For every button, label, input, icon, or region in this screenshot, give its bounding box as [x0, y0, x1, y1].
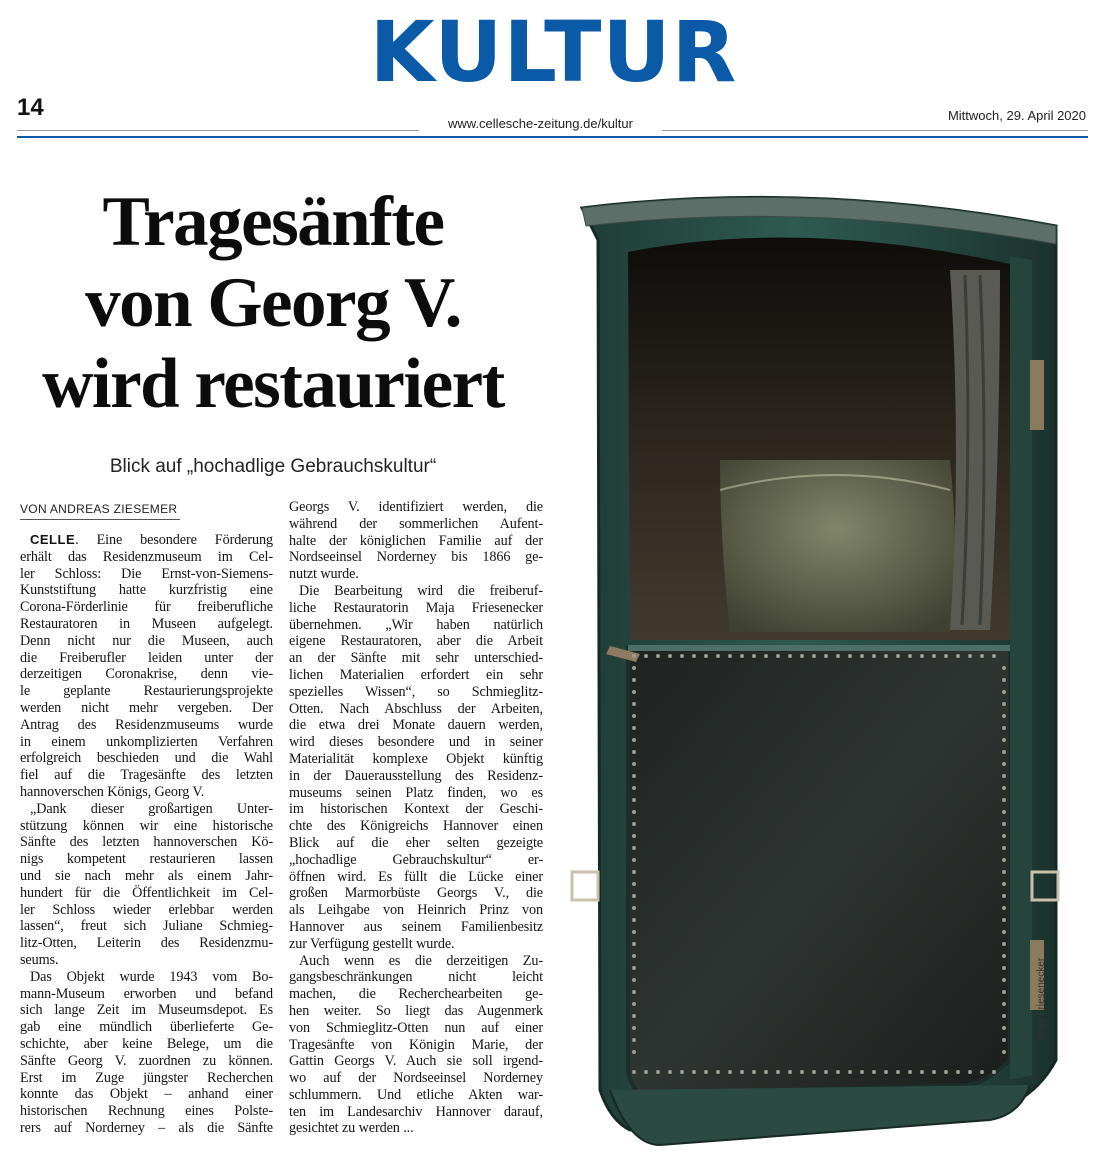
subheadline: Blick auf „hochadlige Gebrauchskultur“ — [109, 456, 437, 477]
stud-icon — [632, 714, 636, 718]
text-line-rest: . Eine besondere Förderung — [75, 532, 273, 548]
hinge-top — [1030, 360, 1044, 430]
text-line: erfolgreich beschieden und die Wahl — [20, 750, 273, 767]
stud-icon — [680, 1070, 684, 1074]
stud-icon — [920, 1070, 924, 1074]
text-line: le geplante Restaurierungsprojekte — [20, 683, 273, 700]
text-line: Materialität komplexe Objekt künftig — [289, 750, 543, 767]
header-rule-left — [17, 130, 419, 131]
text-line: „hochadlige Gebrauchskultur“ er- — [289, 851, 543, 868]
stud-icon — [728, 654, 732, 658]
stud-icon — [740, 1070, 744, 1074]
stud-icon — [680, 654, 684, 658]
text-line: Gattin Georgs V. Auch sie soll irgend- — [289, 1053, 543, 1070]
website-url[interactable]: www.cellesche-zeitung.de/kultur — [448, 116, 633, 131]
stud-icon — [632, 1038, 636, 1042]
stud-icon — [632, 762, 636, 766]
text-line: von Schmieglitz-Otten nun auf einer — [289, 1019, 543, 1036]
stud-icon — [1002, 906, 1006, 910]
stud-icon — [1002, 870, 1006, 874]
text-line: museums seinen Platz finden, wo es — [289, 784, 543, 801]
stud-icon — [1002, 726, 1006, 730]
page-number: 14 — [17, 94, 44, 121]
stud-icon — [632, 930, 636, 934]
stud-icon — [632, 702, 636, 706]
stud-icon — [632, 774, 636, 778]
stud-icon — [704, 1070, 708, 1074]
text-line: Sänfte des letzten hannoverschen Kö- — [20, 834, 273, 851]
text-line: machen, die Recherchearbeiten ge- — [289, 986, 543, 1003]
text-line: Denn nicht nur die Museen, auch — [20, 632, 273, 649]
text-line: übernehmen. „Wir haben natürlich — [289, 616, 543, 633]
stud-icon — [656, 654, 660, 658]
text-line: Otten. Nach Abschluss der Arbeiten, — [289, 700, 543, 717]
byline: VON ANDREAS ZIESEMER — [20, 502, 178, 516]
handle-left — [572, 872, 598, 900]
stud-icon — [632, 750, 636, 754]
text-line: nigs kompetent restaurieren lassen — [20, 851, 273, 868]
stud-icon — [740, 654, 744, 658]
text-line: Die Bearbeitung wird die freiberuf- — [299, 582, 543, 599]
stud-icon — [992, 654, 996, 658]
stud-icon — [800, 654, 804, 658]
stud-icon — [1002, 1050, 1006, 1054]
stud-icon — [1002, 1026, 1006, 1030]
stud-icon — [1002, 750, 1006, 754]
stud-icon — [632, 1002, 636, 1006]
stud-icon — [764, 654, 768, 658]
stud-icon — [668, 654, 672, 658]
stud-icon — [632, 942, 636, 946]
text-line: Das Objekt wurde 1943 vom Bo- — [30, 968, 273, 985]
photo-credit-text: Maja Friesenecker — [1036, 957, 1047, 1040]
text-line: lichen Materialien erfordert ein sehr — [289, 666, 543, 683]
stud-icon — [632, 1014, 636, 1018]
text-line: erhält das Residenzmuseum im Cel- — [20, 548, 273, 565]
stud-icon — [632, 726, 636, 730]
headline-line-3: wird restauriert — [42, 345, 504, 423]
stud-icon — [956, 1070, 960, 1074]
text-line: Nordseeinsel Norderney bis 1866 ge- — [289, 549, 543, 566]
text-line: gab eine mündlich überlieferte Ge- — [20, 1019, 273, 1036]
stud-icon — [632, 690, 636, 694]
stud-icon — [824, 654, 828, 658]
text-line: großen Marmorbüste Georgs V., die — [289, 885, 543, 902]
stud-icon — [632, 918, 636, 922]
byline-rule — [20, 519, 180, 520]
sedan-feet — [610, 1085, 1030, 1145]
stud-icon — [1002, 954, 1006, 958]
stud-icon — [632, 870, 636, 874]
sedan-chair-photo — [570, 160, 1070, 1150]
stud-icon — [932, 654, 936, 658]
text-line: seums. — [20, 951, 59, 968]
stud-icon — [812, 654, 816, 658]
text-line: litz-Otten, Leiterin des Residenzmu- — [20, 935, 273, 952]
stud-icon — [632, 810, 636, 814]
section-title: KULTUR — [369, 3, 738, 101]
headline-line-2: von Georg V. — [85, 264, 461, 342]
stud-icon — [704, 654, 708, 658]
text-line: die etwa drei Monate dauern werden, — [289, 717, 543, 734]
stud-icon — [824, 1070, 828, 1074]
stud-icon — [644, 1070, 648, 1074]
stud-icon — [1002, 966, 1006, 970]
text-line — [20, 532, 273, 549]
text-line: hannoverschen Königs, Georg V. — [20, 783, 205, 800]
stud-icon — [632, 1070, 636, 1074]
stud-icon — [908, 1070, 912, 1074]
stud-icon — [656, 1070, 660, 1074]
stud-icon — [776, 654, 780, 658]
stud-icon — [1002, 774, 1006, 778]
text-line: schichte, aber keine Belege, um die — [20, 1035, 273, 1052]
stud-icon — [1002, 930, 1006, 934]
stud-icon — [956, 654, 960, 658]
stud-icon — [800, 1070, 804, 1074]
text-line: werden nicht mehr vergeben. Der — [20, 699, 273, 716]
stud-icon — [1002, 798, 1006, 802]
stud-icon — [920, 654, 924, 658]
text-line: stützung können wir eine historische — [20, 817, 273, 834]
stud-icon — [1002, 714, 1006, 718]
stud-icon — [1002, 942, 1006, 946]
stud-icon — [788, 1070, 792, 1074]
text-line: Antrag des Residenzmuseums wurde — [20, 716, 273, 733]
stud-icon — [632, 678, 636, 682]
stud-icon — [836, 1070, 840, 1074]
stud-icon — [632, 654, 636, 658]
stud-icon — [632, 1026, 636, 1030]
text-line: rers auf Norderney – als die Sänfte — [20, 1119, 273, 1136]
stud-icon — [980, 654, 984, 658]
text-line: Auch wenn es die derzeitigen Zu- — [299, 952, 543, 969]
text-line: in der Dauerausstellung des Residenz- — [289, 767, 543, 784]
stud-icon — [1002, 702, 1006, 706]
seat-cushion — [720, 460, 955, 632]
stud-icon — [992, 1070, 996, 1074]
stud-icon — [1002, 786, 1006, 790]
issue-date: Mittwoch, 29. April 2020 — [947, 108, 1086, 123]
text-line: als Leihgabe von Heinrich Prinz von — [289, 902, 543, 919]
text-line: Georgs V. identifiziert werden, die — [289, 499, 543, 515]
text-line: hen weiter. So liegt das Augenmerk — [289, 1002, 543, 1019]
stud-icon — [1002, 810, 1006, 814]
header-rule-main — [17, 136, 1088, 138]
stud-icon — [692, 654, 696, 658]
text-line: öffnen wird. Es füllt die Lücke einer — [289, 868, 543, 885]
stud-icon — [932, 1070, 936, 1074]
text-line: an der Sänfte mit sehr unterschied- — [289, 650, 543, 667]
stud-icon — [716, 654, 720, 658]
text-line: Sänfte Georg V. zuordnen zu können. — [20, 1052, 273, 1069]
text-line: chte des Königreichs Hannover einen — [289, 818, 543, 835]
text-line: halte der königlichen Familie auf der — [289, 532, 543, 549]
stud-icon — [896, 654, 900, 658]
text-line: Kunststiftung hatte kurzfristig eine — [20, 582, 273, 599]
text-line: liche Restauratorin Maja Friesenecker — [289, 599, 543, 616]
stud-icon — [944, 1070, 948, 1074]
stud-icon — [632, 738, 636, 742]
stud-icon — [716, 1070, 720, 1074]
text-line: spezielles Wissen“, so Schmieglitz- — [289, 683, 543, 700]
stud-icon — [632, 846, 636, 850]
stud-icon — [764, 1070, 768, 1074]
text-line: in einem unkomplizierten Verfahren — [20, 733, 273, 750]
stud-icon — [1002, 738, 1006, 742]
text-line: historischen Rechnung eines Polste- — [20, 1103, 273, 1120]
text-line: während der sommerlichen Aufent- — [289, 515, 543, 532]
stud-icon — [812, 1070, 816, 1074]
stud-icon — [632, 834, 636, 838]
stud-icon — [1002, 990, 1006, 994]
stud-icon — [632, 858, 636, 862]
text-line: schlummern. Und etliche Akten war- — [289, 1086, 543, 1103]
text-line: und sie nach mehr als einem Jahr- — [20, 867, 273, 884]
stud-icon — [632, 798, 636, 802]
text-line: ler Schloss: Die Ernst-von-Siemens- — [20, 565, 273, 582]
stud-icon — [848, 654, 852, 658]
text-line: Restauratoren in Museen aufgelegt. — [20, 615, 273, 632]
stud-icon — [1002, 822, 1006, 826]
curtain — [950, 270, 1000, 630]
header-rule-right — [662, 130, 1088, 131]
stud-icon — [752, 1070, 756, 1074]
text-line: eigene Restauratoren, aber die Arbeit — [289, 633, 543, 650]
stud-icon — [632, 906, 636, 910]
stud-icon — [1002, 690, 1006, 694]
headline-line-1: Tragesänfte — [102, 183, 444, 261]
stud-icon — [692, 1070, 696, 1074]
text-line: ler Schloss wieder erlebbar werden — [20, 901, 273, 918]
stud-icon — [848, 1070, 852, 1074]
text-line: wird dieses besondere und in seiner — [289, 734, 543, 751]
stud-icon — [632, 822, 636, 826]
text-line: Corona-Förderlinie für freiberufliche — [20, 599, 273, 616]
stud-icon — [980, 1070, 984, 1074]
door-frame — [1010, 256, 1032, 1080]
stud-icon — [860, 654, 864, 658]
stud-icon — [872, 1070, 876, 1074]
text-line: hundert für die Öffentlichkeit im Cel- — [20, 884, 273, 901]
stud-icon — [884, 654, 888, 658]
stud-icon — [944, 654, 948, 658]
text-line: sich lange Zeit im Museumsdepot. Es — [20, 1002, 273, 1019]
stud-icon — [632, 990, 636, 994]
stud-icon — [1002, 1014, 1006, 1018]
text-line: gangsbeschränkungen nicht leicht — [289, 969, 543, 986]
stud-icon — [632, 894, 636, 898]
stud-icon — [836, 654, 840, 658]
stud-icon — [968, 654, 972, 658]
text-line: derzeitigen Coronakrise, denn vie- — [20, 666, 273, 683]
stud-icon — [644, 654, 648, 658]
text-line: die Freiberufler leiden unter der — [20, 649, 273, 666]
text-line: Erst im Zuge jüngster Recherchen — [20, 1069, 273, 1086]
stud-icon — [860, 1070, 864, 1074]
stud-icon — [632, 1050, 636, 1054]
stud-icon — [1002, 678, 1006, 682]
text-line: Hannover aus seinem Familienbesitz — [289, 918, 543, 935]
stud-icon — [776, 1070, 780, 1074]
text-line: konnte das Objekt – anhand einer — [20, 1086, 273, 1103]
text-line: gesichtet zu werden ... — [289, 1120, 414, 1137]
stud-icon — [872, 654, 876, 658]
stud-icon — [908, 654, 912, 658]
headline — [18, 182, 528, 425]
stud-icon — [752, 654, 756, 658]
stud-icon — [788, 654, 792, 658]
stud-icon — [1002, 918, 1006, 922]
text-line: „Dank dieser großartigen Unter- — [30, 800, 273, 817]
text-line: nutzt wurde. — [289, 566, 359, 583]
dateline: CELLE — [30, 532, 76, 547]
stud-icon — [632, 954, 636, 958]
stud-icon — [632, 882, 636, 886]
stud-icon — [1002, 846, 1006, 850]
text-line: ten im Landesarchiv Hannover darauf, — [289, 1103, 543, 1120]
door-panel — [628, 648, 1010, 1095]
stud-icon — [1002, 894, 1006, 898]
stud-icon — [1002, 882, 1006, 886]
stud-icon — [1002, 1002, 1006, 1006]
text-line: zur Verfügung gestellt wurde. — [289, 935, 455, 952]
stud-icon — [632, 978, 636, 982]
text-line: mann-Museum erworben und befand — [20, 985, 273, 1002]
text-line: lassen“, freut sich Juliane Schmieg- — [20, 918, 273, 935]
stud-icon — [884, 1070, 888, 1074]
stud-icon — [1002, 858, 1006, 862]
stud-icon — [632, 786, 636, 790]
article-column-1 — [20, 532, 273, 1137]
text-line: Blick auf die eher selten gezeigte — [289, 834, 543, 851]
stud-icon — [668, 1070, 672, 1074]
text-line: im historischen Kontext der Geschi- — [289, 801, 543, 818]
stud-icon — [1002, 1038, 1006, 1042]
stud-icon — [728, 1070, 732, 1074]
text-line: wo auf der Nordseeinsel Norderney — [289, 1070, 543, 1087]
text-line: Tragesänfte von Königin Marie, der — [289, 1036, 543, 1053]
stud-icon — [632, 666, 636, 670]
stud-icon — [1002, 978, 1006, 982]
stud-icon — [632, 966, 636, 970]
stud-icon — [1002, 666, 1006, 670]
stud-icon — [896, 1070, 900, 1074]
stud-icon — [1002, 762, 1006, 766]
text-line: fiel auf die Tragesänfte des letzten — [20, 767, 273, 784]
article-column-2 — [289, 499, 543, 1137]
stud-icon — [1002, 834, 1006, 838]
stud-icon — [968, 1070, 972, 1074]
